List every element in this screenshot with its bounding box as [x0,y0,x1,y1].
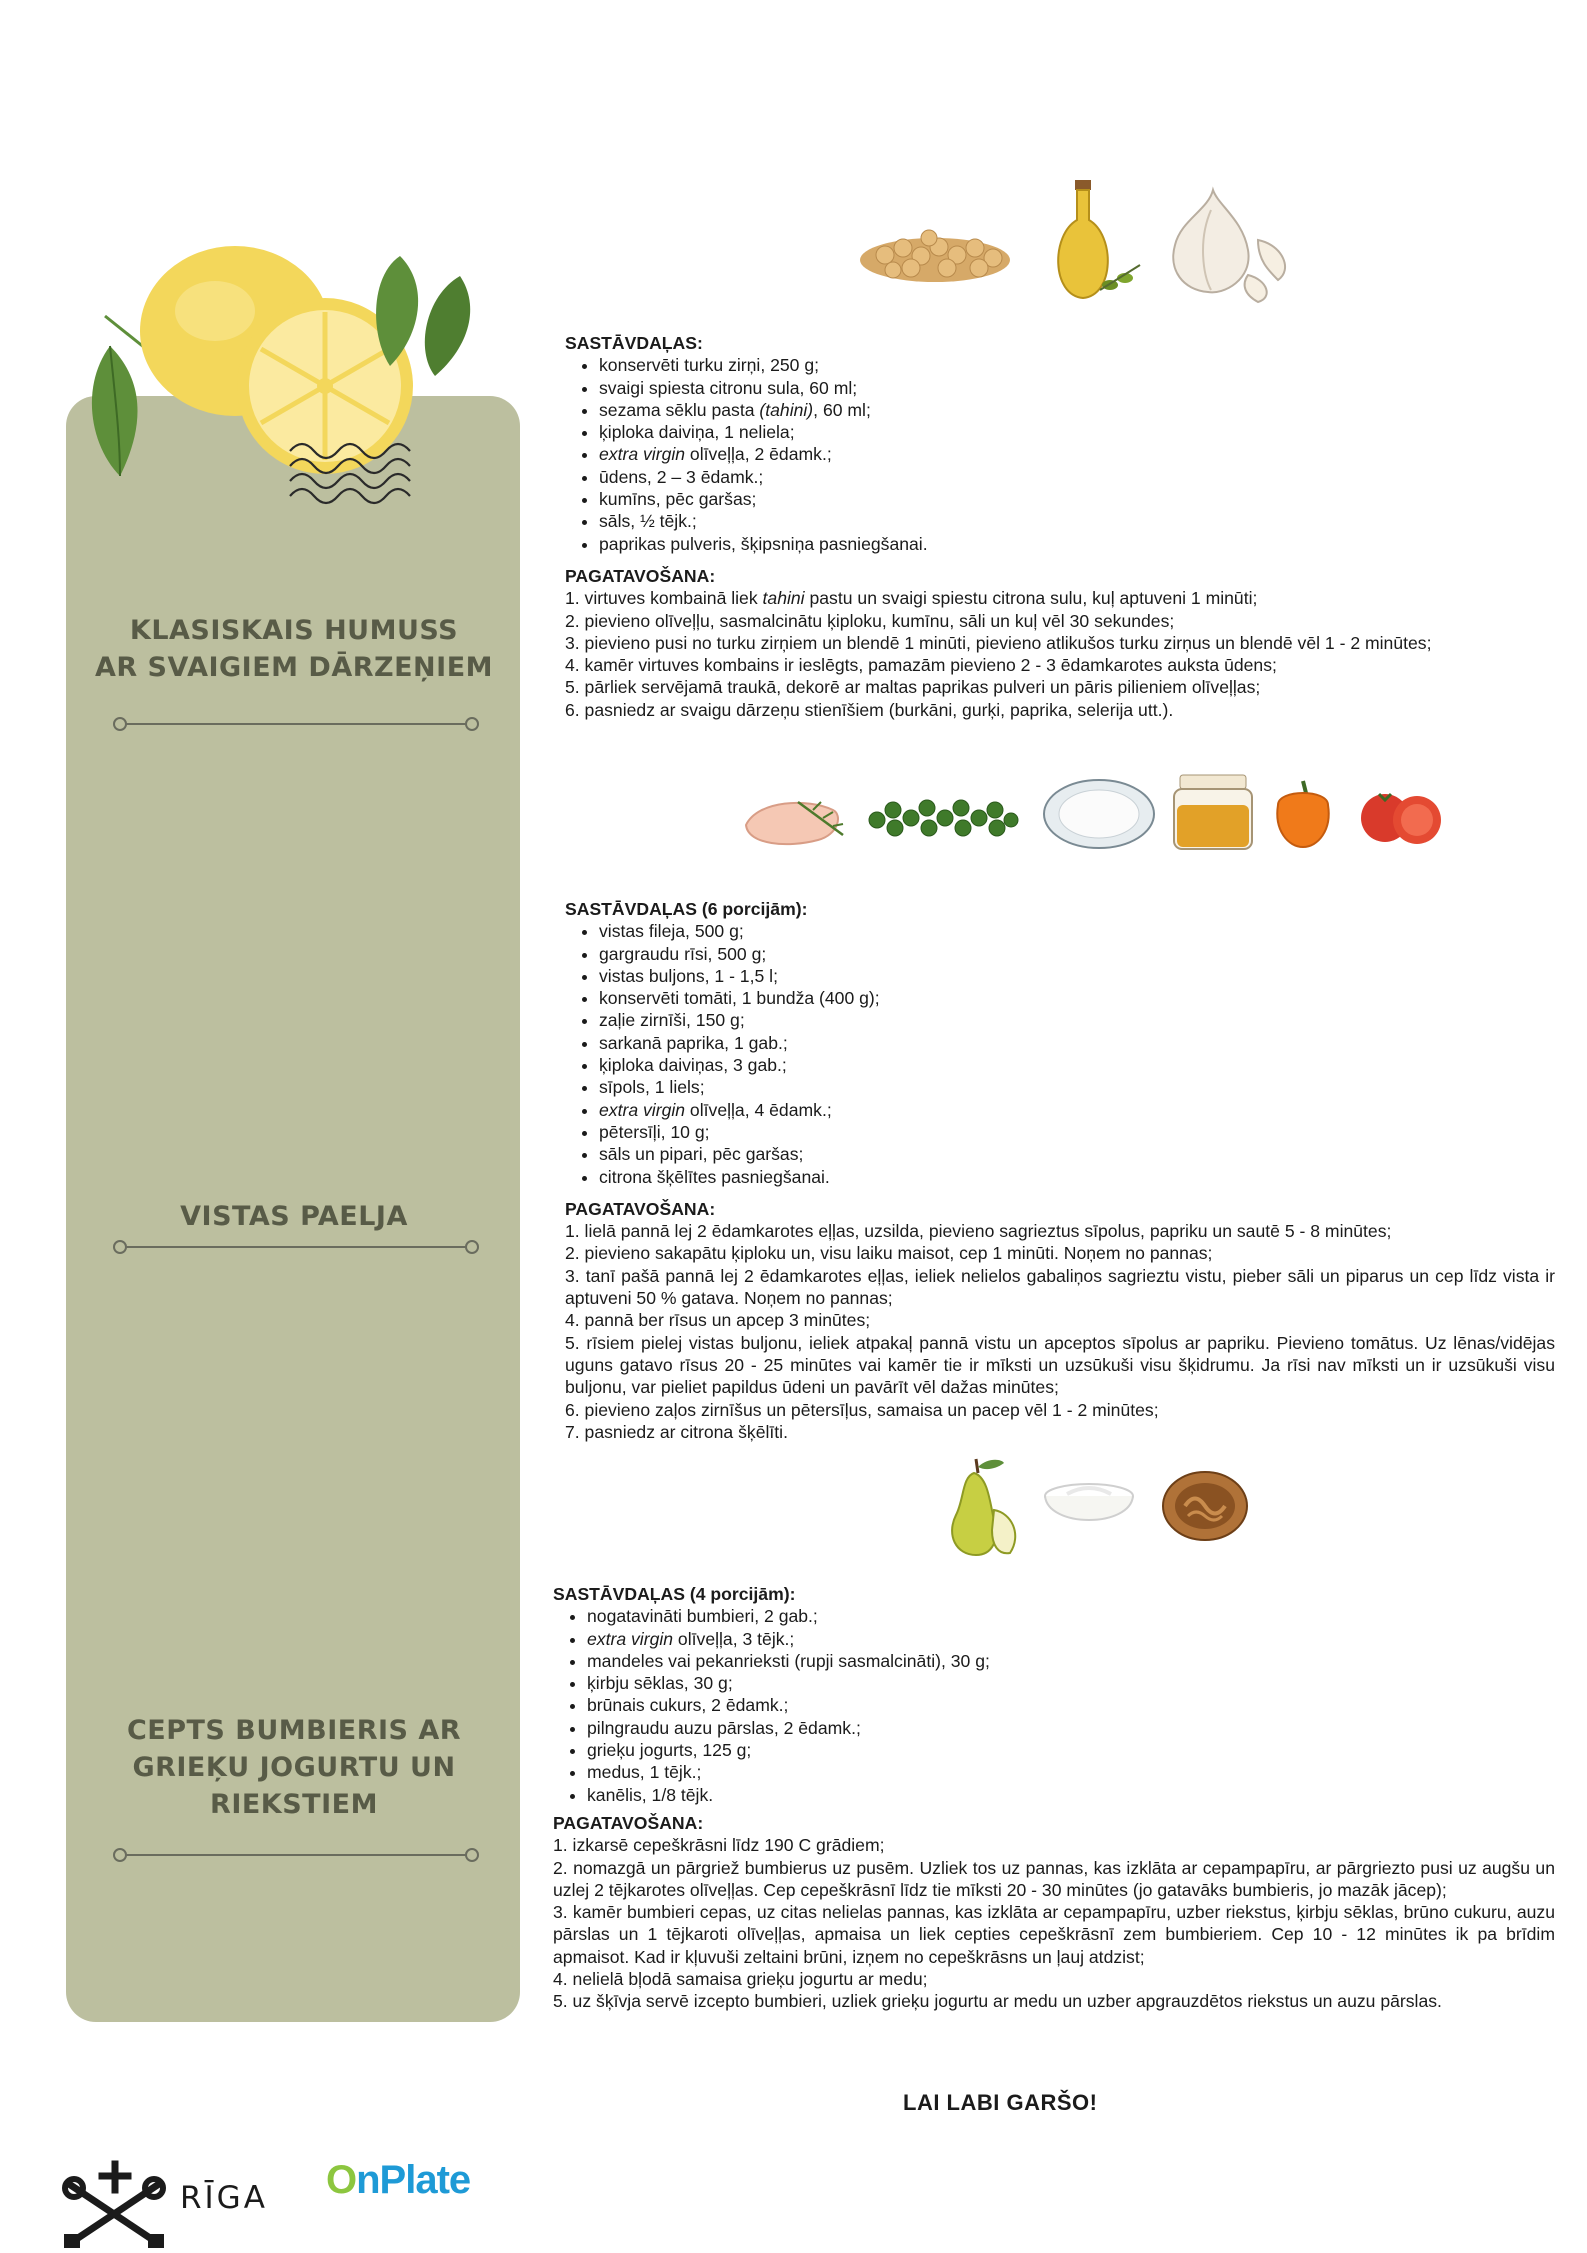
ingredient-item [587,1605,1555,1627]
item-text: 1. lielā pannā lej 2 ēdamkarotes eļļas, uzsilda, pievieno sagrieztus sīpolus, papriku un sautē 5 - 8 minūtes; [565,1221,1392,1242]
step-item [565,1220,1555,1242]
item-text: 5. uz šķīvja servē izcepto bumbieri, uzliek grieķu jogurtu ar medu un uzber apgrauzdētos riekstus un auzu pārslas. [553,1991,1442,2012]
recipe-3-title-line1: CEPTS BUMBIERIS AR [126,1715,462,1746]
item-text: 2. nomazgā un pārgriež bumbierus uz pusēm. Uzliek tos uz pannas, kas izklāta ar cepampapīru, ar pārgriezto pusi uz augšu un uzlej 2 tējkarotes olīveļļas. Cep cepeškrāsnī līdz tie mīksti 20 - 30 minūtes (jo gatavāks bumbieris, jo mazāk jācep); [553,1857,1555,1900]
recipe-2-ingredients-heading: SASTĀVDAĻAS (6 porcijām): [565,899,808,919]
recipe-1-divider [113,717,479,731]
ingredient-item [599,1009,1555,1031]
item-text: sezama sēklu pasta [599,399,760,420]
item-text: sāls un pipari, pēc garšas; [599,1144,804,1165]
step-item [565,1421,1555,1443]
step-item [565,676,1555,698]
item-text: 3. tanī pašā pannā lej 2 ēdamkarotes eļļas, ieliek nelielos gabaliņos sagrieztu vistu, pieber sāli un piparus un cep līdz vista ir aptuveni 50 % gatava. Noņem no pannas; [565,1265,1555,1309]
item-text: 1. izkarsē cepeškrāsni līdz 190 C grādiem; [553,1835,885,1856]
olive-oil-icon [1045,180,1145,305]
recipe-3-title-line2: GRIEĶU JOGURTU UN [132,1752,456,1783]
onplate-logo-o: O [326,2158,357,2202]
closing-text: LAI LABI GARŠO! [903,2090,1098,2115]
emphasis-text: extra virgin [587,1628,674,1649]
item-text: sarkanā paprika, 1 gab.; [599,1032,788,1053]
item-text: kumīns, pēc garšas; [599,489,757,510]
step-item [565,1242,1555,1264]
item-text: vistas buljons, 1 - 1,5 l; [599,965,778,986]
recipe-3-steps [553,1834,1555,2012]
ingredient-item [599,1099,1555,1121]
item-text: medus, 1 tējk.; [587,1762,702,1783]
ingredient-item [599,943,1555,965]
item-text: vistas fileja, 500 g; [599,921,744,942]
ingredient-item [599,466,1555,488]
bell-pepper-icon [1268,775,1338,850]
step-item [565,1309,1555,1331]
item-text: sāls, ½ tējk.; [599,511,697,532]
ingredient-item [599,377,1555,399]
item-text: 3. kamēr bumbieri cepas, uz citas nelielas pannas, kas izklāta ar cepampapīru, uzber riekstus, ķirbju sēklas, brūno cukuru, auzu pārslas un 1 tējkaroti olīveļļas, apmaisa un liek cepties cepeškrāsnī zem bumbieriem. Cep 10 - 12 minūtes ik pa brīdim apmaisot. Kad ir kļuvuši zeltaini brūni, izņem no cepeškrāsns un ļauj atdzist; [553,1902,1555,1967]
ingredient-item [599,1032,1555,1054]
emphasis-text: (tahini) [759,399,814,420]
item-text: olīveļļa, 4 ēdamk.; [685,1099,832,1120]
step-item [565,632,1555,654]
item-text: 6. pasniedz ar svaigu dārzeņu stienīšiem (burkāni, gurķi, paprika, selerija utt.). [565,699,1174,720]
emphasis-text: extra virgin [599,444,686,465]
item-text: mandeles vai pekanrieksti (rupji sasmalcināti), 30 g; [587,1650,990,1671]
step-item [565,587,1555,609]
onplate-logo-text: nPlate [356,2158,471,2202]
item-text: , 60 ml; [813,399,871,420]
item-text: pastu un svaigi spiestu citrona sulu, kuļ aptuveni 1 minūti; [804,588,1258,609]
item-text: citrona šķēlītes pasniegšanai. [599,1166,830,1187]
recipe-3-divider [113,1848,479,1862]
riga-label: RĪGA [180,2180,268,2216]
garlic-icon [1163,180,1303,305]
item-text: brūnais cukurs, 2 ēdamk.; [587,1695,789,1716]
ingredient-item [599,965,1555,987]
recipe-1-ingredients [565,354,1555,555]
ingredient-item [599,920,1555,942]
walnut-icon [1160,1466,1250,1546]
item-text: nogatavināti bumbieri, 2 gab.; [587,1606,818,1627]
rice-plate-icon [1042,778,1157,850]
recipe-1-ingredients-heading: SASTĀVDAĻAS: [565,333,703,353]
item-text: 5. rīsiem pielej vistas buljonu, ieliek atpakaļ pannā vistu un apceptos sīpolus ar papriku. Pievieno tomātus. Uz lēnas/vidējas uguns gatavo rīsus 20 - 25 minūtes vai kamēr tie ir mīksti un uzsūkuši visu šķidrumu. Ja rīsi nav mīksti un ir uzsūkuši visu buljonu, var pieliet papildus ūdeni un pavārīt vēl dažas minūtes; [565,1332,1555,1398]
recipe-1-body [565,332,1555,721]
recipe-1-title-line1: KLASISKAIS HUMUSS [129,615,459,646]
spice-jar-icon [1168,773,1258,853]
chicken-fillet-icon [738,790,853,850]
recipe-2-ingredients [565,920,1555,1188]
emphasis-text: tahini [762,588,805,609]
ingredient-item [587,1694,1555,1716]
item-text: olīveļļa, 3 tējk.; [673,1628,795,1649]
recipe-2-steps [565,1220,1555,1443]
item-text: konservēti tomāti, 1 bundža (400 g); [599,988,880,1009]
green-peas-icon [865,790,1020,845]
lemon-illustration [70,236,490,506]
item-text: konservēti turku zirņi, 250 g; [599,355,820,376]
ingredient-item [599,488,1555,510]
item-text: ķirbju sēklas, 30 g; [587,1673,733,1694]
ingredient-item [599,421,1555,443]
item-text: olīveļļa, 2 ēdamk.; [685,444,832,465]
yogurt-icon [1042,1470,1136,1540]
item-text: grieķu jogurts, 125 g; [587,1740,752,1761]
ingredient-item [599,399,1555,421]
item-text: svaigi spiesta citronu sula, 60 ml; [599,377,858,398]
item-text: pilngraudu auzu pārslas, 2 ēdamk.; [587,1717,861,1738]
recipe-2-title-line1: VISTAS PAELJA [180,1201,408,1232]
step-item [553,1857,1555,1902]
ingredient-item [599,1143,1555,1165]
item-text: 1. virtuves kombainā liek [565,588,763,609]
item-text: kanēlis, 1/8 tējk. [587,1784,714,1805]
ingredient-item [587,1784,1555,1806]
ingredient-item [599,443,1555,465]
ingredient-item [587,1761,1555,1783]
item-text: ūdens, 2 – 3 ēdamk.; [599,466,764,487]
ingredient-item [599,533,1555,555]
item-text: paprikas pulveris, šķipsniņa pasniegšanai. [599,533,928,554]
ingredient-item [599,987,1555,1009]
ingredient-item [599,1166,1555,1188]
emphasis-text: extra virgin [599,1099,686,1120]
ingredient-item [587,1650,1555,1672]
item-text: 4. kamēr virtuves kombains ir ieslēgts, pamazām pievieno 2 - 3 ēdamkarotes auksta ūdens; [565,655,1277,676]
recipe-2-title [90,1198,498,1235]
ingredient-item [587,1672,1555,1694]
recipe-2-divider [113,1240,479,1254]
recipe-3-steps-heading: PAGATAVOŠANA: [553,1812,704,1833]
riga-crest-icon [60,2158,170,2253]
onplate-logo [326,2158,470,2203]
recipe-2-steps-heading: PAGATAVOŠANA: [565,1198,716,1219]
item-text: gargraudu rīsi, 500 g; [599,943,767,964]
item-text: 2. pievieno sakapātu ķiploku un, visu laiku maisot, cep 1 minūti. Noņem no pannas; [565,1243,1213,1264]
item-text: sīpols, 1 liels; [599,1077,705,1098]
ingredient-item [587,1739,1555,1761]
item-text: 4. nelielā bļodā samaisa grieķu jogurtu ar medu; [553,1969,928,1990]
ingredient-item [587,1717,1555,1739]
step-item [553,1990,1555,2012]
step-item [553,1968,1555,1990]
tomato-icon [1357,780,1447,850]
step-item [565,1265,1555,1310]
item-text: pētersīļi, 10 g; [599,1121,710,1142]
ingredient-item [587,1628,1555,1650]
pear-icon [942,1455,1024,1560]
item-text: zaļie zirnīši, 150 g; [599,1010,745,1031]
item-text: ķiploka daiviņas, 3 gab.; [599,1055,787,1076]
item-text: 3. pievieno pusi no turku zirņiem un blendē 1 minūti, pievieno atlikušos turku zirņus un blendē vēl 1 - 2 minūtes; [565,632,1432,653]
step-item [565,1399,1555,1421]
item-text: 4. pannā ber rīsus un apcep 3 minūtes; [565,1310,871,1331]
recipe-1-steps [565,587,1555,721]
recipe-3-title-line3: RIEKSTIEM [210,1789,378,1820]
ingredient-item [599,354,1555,376]
step-item [553,1901,1555,1968]
recipe-3-ingredients [553,1605,1555,1806]
item-text: 6. pievieno zaļos zirnīšus un pētersīļus, samaisa un pacep vēl 1 - 2 minūtes; [565,1399,1159,1420]
item-text: 2. pievieno olīveļļu, sasmalcinātu ķiploku, kumīnu, sāli un kuļ vēl 30 sekundes; [565,610,1175,631]
step-item [565,654,1555,676]
recipe-3-body [553,1583,1555,2013]
step-item [553,1834,1555,1856]
item-text: 5. pārliek servējamā traukā, dekorē ar maltas paprikas pulveri un pāris pilieniem olīveļļas; [565,677,1261,698]
recipe-1-title-line2: AR SVAIGIEM DĀRZEŅIEM [94,652,494,683]
recipe-1-title [90,612,498,686]
recipe-2-body [565,898,1555,1443]
item-text: ķiploka daiviņa, 1 neliela; [599,422,795,443]
recipe-3-title [90,1712,498,1823]
ingredient-item [599,510,1555,532]
recipe-1-steps-heading: PAGATAVOŠANA: [565,565,716,586]
ingredient-item [599,1121,1555,1143]
chickpeas-icon [855,220,1015,285]
recipe-3-ingredients-heading: SASTĀVDAĻAS (4 porcijām): [553,1584,796,1604]
item-text: 7. pasniedz ar citrona šķēlīti. [565,1421,788,1442]
step-item [565,1332,1555,1399]
ingredient-item [599,1076,1555,1098]
step-item [565,699,1555,721]
ingredient-item [599,1054,1555,1076]
step-item [565,610,1555,632]
